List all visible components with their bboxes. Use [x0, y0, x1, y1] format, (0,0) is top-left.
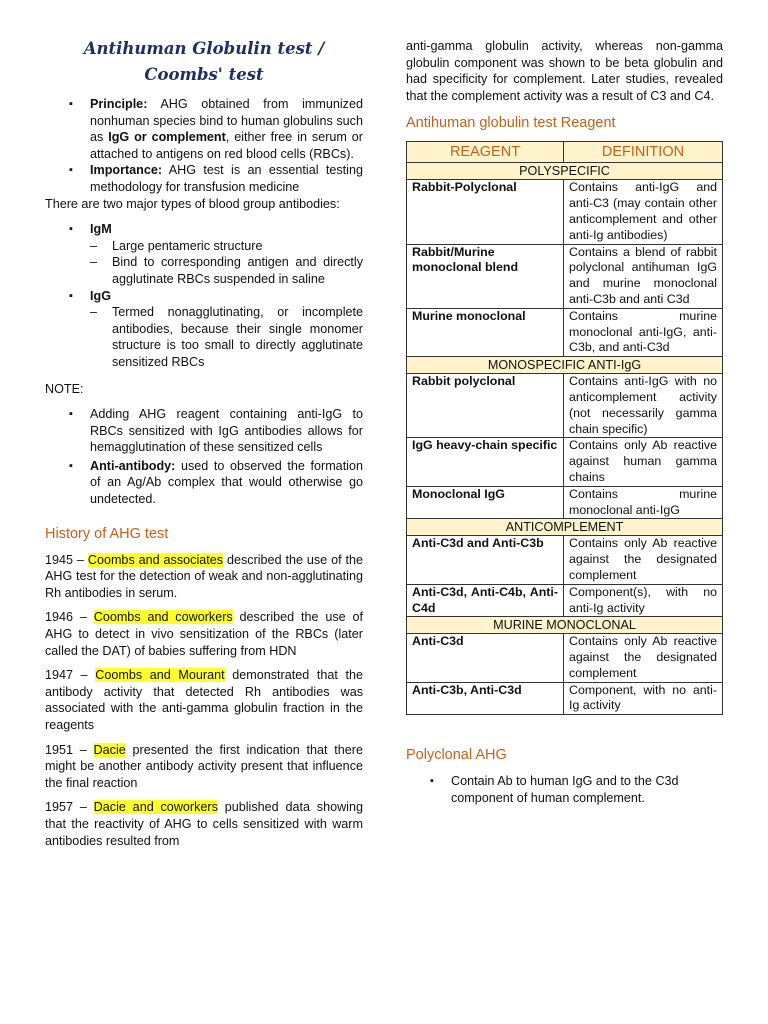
note-item [45, 458, 363, 508]
history-who: Coombs and Mourant [95, 668, 225, 683]
history-year: 1951 [45, 742, 74, 757]
reagent-definition-cell: Contains only Ab reactive against human gamma chains [564, 438, 723, 486]
col-definition-header: DEFINITION [564, 142, 723, 163]
reagent-heading: Antihuman globulin test Reagent [406, 115, 616, 132]
polyclonal-list [406, 773, 723, 806]
history-sep: – [73, 610, 94, 625]
types-intro: There are two major types of blood group antibodies: [45, 196, 340, 211]
principle-list [45, 96, 363, 196]
history-text: described the use of the AHG test for the detection of weak and non-agglutinating Rh antibodies in serum. [45, 552, 363, 600]
importance-item [45, 162, 363, 195]
history-text: described the use of AHG to detect in vivo sensitization of the RBCs (later called the DAT) of babies suffering from HDN [45, 610, 363, 658]
reagent-name-cell: Anti-C3b, Anti-C3d [407, 682, 564, 715]
importance-label: Importance: [90, 163, 163, 178]
history-year: 1947 [45, 668, 74, 683]
igm-item [45, 221, 363, 287]
reagent-definition-cell: Contains only Ab reactive against the designated complement [564, 536, 723, 584]
note-list [45, 406, 363, 508]
table-row [407, 584, 723, 617]
importance-text: AHG test is an essential testing methodology for transfusion medicine [90, 163, 363, 194]
table-row [407, 438, 723, 486]
reagent-definition-cell: Contains only Ab reactive against the designated complement [564, 634, 723, 682]
continued-paragraph: anti-gamma globulin activity, whereas non-gamma globulin component was shown to be beta globulin and had specificity for complement. Later studies, revealed that the complement activity was a result of C3 and C4. [406, 39, 723, 103]
reagent-table-body [407, 163, 723, 715]
antibody-types-list [45, 221, 363, 370]
history-entry [45, 552, 363, 602]
reagent-definition-cell: Component, with no anti-Ig activity [564, 682, 723, 715]
document-title: Antihuman Globulin test / Coombs' test [83, 39, 325, 84]
history-text: presented the first indication that there might be another antibody activity present that influence the final reaction [45, 742, 363, 790]
reagent-name-cell: Monoclonal IgG [407, 486, 564, 519]
history-sep: – [73, 800, 94, 815]
igm-sublist [90, 238, 363, 288]
note-label: NOTE: [45, 381, 84, 396]
history-entry [45, 667, 363, 733]
principle-text-2: , either free in serum or attached to antigens on red blood cells (RBCs). [90, 130, 364, 161]
reagent-name-cell: Anti-C3d, Anti-C4b, Anti-C4d [407, 584, 564, 617]
reagent-name-cell: Murine monoclonal [407, 308, 564, 356]
principle-bold: IgG or complement [108, 130, 226, 145]
table-category-row [407, 519, 723, 536]
igm-subitem: – Bind to corresponding antigen and directly agglutinate RBCs suspended in saline [90, 254, 363, 287]
history-entry [45, 609, 363, 659]
right-column [406, 38, 723, 806]
principle-label: Principle: [90, 97, 148, 111]
history-sep: – [73, 742, 94, 757]
table-row [407, 308, 723, 356]
history-who: Coombs and coworkers [93, 610, 233, 625]
igg-subitem: – Termed nonagglutinating, or incomplete antibodies, because their single monomer structure is too small to directly agglutinate sensitized RBCs [90, 304, 363, 370]
table-row [407, 374, 723, 438]
history-year: 1946 [45, 610, 74, 625]
history-text: demonstrated that the antibody activity that detected Rh antibodies was associated with the anti-gamma globulin fraction in the reagents [45, 668, 363, 732]
reagent-definition-cell: Contains a blend of rabbit polyclonal antihuman IgG and murine monoclonal anti-C3b and anti C3d [564, 244, 723, 308]
table-category: MURINE MONOCLONAL [407, 617, 723, 634]
table-category: ANTICOMPLEMENT [407, 519, 723, 536]
history-year: 1945 [45, 552, 74, 567]
table-category-row [407, 163, 723, 180]
reagent-name-cell: IgG heavy-chain specific [407, 438, 564, 486]
table-category: POLYSPECIFIC [407, 163, 723, 180]
reagent-name-cell: Rabbit/Murine monoclonal blend [407, 244, 564, 308]
igm-label: IgM [90, 222, 112, 237]
reagent-definition-cell: Contains murine monoclonal anti-IgG, anti-C3b, and anti-C3d [564, 308, 723, 356]
reagent-definition-cell: Component(s), with no anti-Ig activity [564, 584, 723, 617]
table-category-row [407, 617, 723, 634]
history-entry [45, 799, 363, 849]
igg-label: IgG [90, 288, 111, 303]
igg-item [45, 288, 363, 371]
table-row [407, 536, 723, 584]
igg-sublist [90, 304, 363, 370]
reagent-definition-cell: Contains anti-IgG with no anticomplement activity (not necessarily gamma chain specific) [564, 374, 723, 438]
history-year: 1957 [45, 800, 74, 815]
history-list [45, 552, 363, 850]
polyclonal-heading: Polyclonal AHG [406, 747, 507, 764]
history-who: Dacie [93, 742, 126, 757]
history-text: published data showing that the reactivity of AHG to cells sensitized with warm antibodies resulted from [45, 800, 363, 848]
anti-antibody-text: used to observed the formation of an Ag/Ab complex that would otherwise go undetected. [90, 458, 363, 507]
reagent-table [406, 141, 723, 715]
table-row [407, 486, 723, 519]
reagent-definition-cell: Contains anti-IgG and anti-C3 (may contain other anticomplement and other anti-Ig antibodies) [564, 180, 723, 244]
table-header-row [407, 142, 723, 163]
table-row [407, 180, 723, 244]
history-sep: – [73, 552, 88, 567]
note-item: ▪ Adding AHG reagent containing anti-IgG to RBCs sensitized with IgG antibodies allows for hemagglutination of these sensitized cells [45, 406, 363, 456]
history-heading: History of AHG test [45, 525, 169, 542]
col-reagent-header: REAGENT [407, 142, 564, 163]
table-row [407, 682, 723, 715]
principle-item [45, 96, 363, 162]
table-category-row [407, 357, 723, 374]
reagent-name-cell: Rabbit polyclonal [407, 374, 564, 438]
table-row [407, 244, 723, 308]
principle-text-1: AHG obtained from immunized nonhuman species bind to human globulins such as [90, 97, 363, 145]
history-entry [45, 742, 363, 792]
table-category: MONOSPECIFIC ANTI-IgG [407, 357, 723, 374]
history-who: Dacie and coworkers [93, 800, 218, 815]
reagent-definition-cell: Contains murine monoclonal anti-IgG [564, 486, 723, 519]
reagent-name-cell: Anti-C3d and Anti-C3b [407, 536, 564, 584]
history-who: Coombs and associates [87, 552, 224, 567]
reagent-name-cell: Rabbit-Polyclonal [407, 180, 564, 244]
reagent-name-cell: Anti-C3d [407, 634, 564, 682]
polyclonal-item: ▪ Contain Ab to human IgG and to the C3d component of human complement. [406, 773, 723, 806]
left-column [45, 36, 363, 857]
anti-antibody-label: Anti-antibody: [90, 458, 176, 473]
table-row [407, 634, 723, 682]
igm-subitem: – Large pentameric structure [90, 238, 363, 255]
history-sep: – [73, 668, 96, 683]
